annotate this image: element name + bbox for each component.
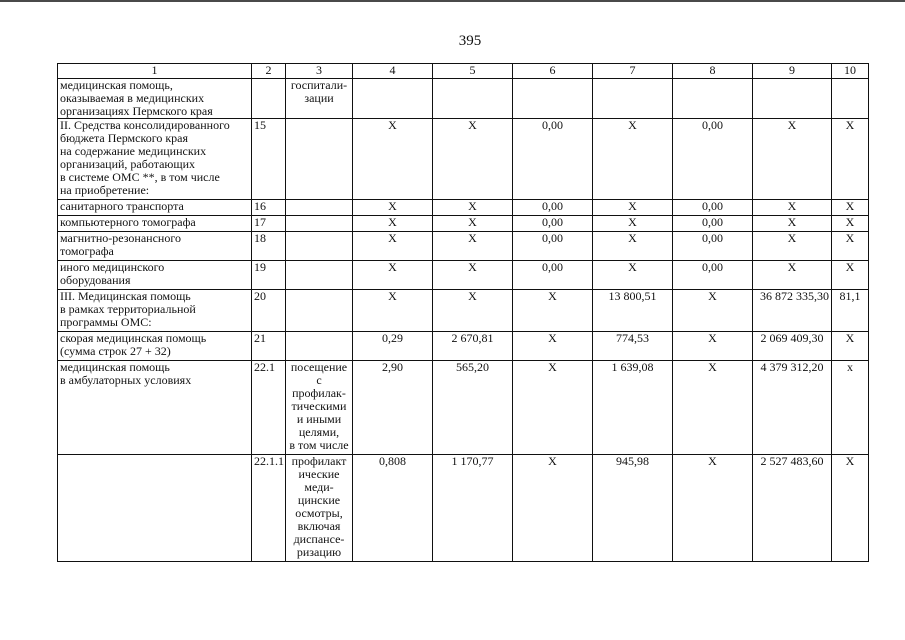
- header-cell: 8: [673, 64, 753, 79]
- cell-col6: X: [513, 290, 593, 332]
- row-number: [252, 79, 286, 119]
- cell-col4: X: [353, 261, 433, 290]
- financing-table: [57, 63, 869, 562]
- table-row: [58, 261, 869, 290]
- cell-col9: X: [753, 216, 832, 232]
- cell-col8: [673, 79, 753, 119]
- table-row: [58, 361, 869, 455]
- cell-col5: X: [433, 200, 513, 216]
- cell-col9: X: [753, 119, 832, 200]
- cell-col7: X: [593, 261, 673, 290]
- cell-col5: 2 670,81: [433, 332, 513, 361]
- row-number: 22.1.1: [252, 455, 286, 562]
- cell-col5: X: [433, 216, 513, 232]
- row-number: 20: [252, 290, 286, 332]
- cell-col10: х: [832, 361, 869, 455]
- header-cell: 7: [593, 64, 673, 79]
- cell-col7: [593, 79, 673, 119]
- row-name: санитарного транспорта: [58, 200, 252, 216]
- table-row: [58, 119, 869, 200]
- cell-col4: 0,29: [353, 332, 433, 361]
- cell-col5: X: [433, 261, 513, 290]
- cell-col7: 945,98: [593, 455, 673, 562]
- cell-col7: X: [593, 216, 673, 232]
- table-row: [58, 79, 869, 119]
- cell-col4: [353, 79, 433, 119]
- row-unit: [286, 200, 353, 216]
- cell-col10: [832, 79, 869, 119]
- cell-col5: 1 170,77: [433, 455, 513, 562]
- cell-col8: X: [673, 290, 753, 332]
- row-number: 22.1: [252, 361, 286, 455]
- cell-col7: X: [593, 232, 673, 261]
- cell-col7: X: [593, 200, 673, 216]
- cell-col5: X: [433, 290, 513, 332]
- header-cell: 2: [252, 64, 286, 79]
- cell-col7: 774,53: [593, 332, 673, 361]
- cell-col10: X: [832, 200, 869, 216]
- cell-col5: [433, 79, 513, 119]
- cell-col6: 0,00: [513, 232, 593, 261]
- table-row: [58, 216, 869, 232]
- row-name: скорая медицинская помощь (сумма строк 27 + 32): [58, 332, 252, 361]
- cell-col4: X: [353, 119, 433, 200]
- row-number: 16: [252, 200, 286, 216]
- cell-col10: 81,1: [832, 290, 869, 332]
- cell-col10: X: [832, 261, 869, 290]
- cell-col7: 1 639,08: [593, 361, 673, 455]
- row-name: компьютерного томографа: [58, 216, 252, 232]
- header-cell: 4: [353, 64, 433, 79]
- cell-col10: X: [832, 216, 869, 232]
- header-cell: 9: [753, 64, 832, 79]
- cell-col9: 2 069 409,30: [753, 332, 832, 361]
- row-name: III. Медицинская помощь в рамках территориальной программы ОМС:: [58, 290, 252, 332]
- cell-col7: X: [593, 119, 673, 200]
- cell-col10: X: [832, 232, 869, 261]
- table-row: [58, 455, 869, 562]
- cell-col10: X: [832, 455, 869, 562]
- cell-col5: 565,20: [433, 361, 513, 455]
- header-cell: 1: [58, 64, 252, 79]
- cell-col9: 2 527 483,60: [753, 455, 832, 562]
- cell-col4: X: [353, 290, 433, 332]
- cell-col10: X: [832, 332, 869, 361]
- cell-col6: 0,00: [513, 216, 593, 232]
- table-row: [58, 332, 869, 361]
- row-unit: госпитали- зации: [286, 79, 353, 119]
- row-unit: [286, 119, 353, 200]
- row-number: 21: [252, 332, 286, 361]
- cell-col6: 0,00: [513, 261, 593, 290]
- page-number: 395: [458, 33, 482, 49]
- cell-col9: X: [753, 261, 832, 290]
- cell-col8: 0,00: [673, 200, 753, 216]
- table-row: [58, 232, 869, 261]
- cell-col9: X: [753, 200, 832, 216]
- row-name: магнитно-резонансного томографа: [58, 232, 252, 261]
- header-cell: 5: [433, 64, 513, 79]
- cell-col6: [513, 79, 593, 119]
- row-name: медицинская помощь в амбулаторных условиях: [58, 361, 252, 455]
- cell-col4: X: [353, 232, 433, 261]
- row-number: 15: [252, 119, 286, 200]
- cell-col8: X: [673, 332, 753, 361]
- cell-col9: [753, 79, 832, 119]
- row-name: II. Средства консолидированного бюджета Пермского края на содержание медицинских организаций, работающих в системе ОМС **, в том числе на приобретение:: [58, 119, 252, 200]
- cell-col8: 0,00: [673, 119, 753, 200]
- cell-col8: 0,00: [673, 232, 753, 261]
- row-number: 18: [252, 232, 286, 261]
- row-name: иного медицинского оборудования: [58, 261, 252, 290]
- row-number: 19: [252, 261, 286, 290]
- row-unit: [286, 232, 353, 261]
- cell-col8: X: [673, 361, 753, 455]
- row-unit: [286, 332, 353, 361]
- cell-col4: 0,808: [353, 455, 433, 562]
- row-name: [58, 455, 252, 562]
- cell-col9: 4 379 312,20: [753, 361, 832, 455]
- cell-col6: 0,00: [513, 119, 593, 200]
- cell-col8: 0,00: [673, 261, 753, 290]
- row-name: медицинская помощь, оказываемая в медицинских организациях Пермского края: [58, 79, 252, 119]
- cell-col7: 13 800,51: [593, 290, 673, 332]
- row-number: 17: [252, 216, 286, 232]
- cell-col5: X: [433, 119, 513, 200]
- header-row: [58, 64, 869, 79]
- cell-col6: X: [513, 361, 593, 455]
- row-unit: [286, 216, 353, 232]
- row-unit: [286, 290, 353, 332]
- cell-col4: 2,90: [353, 361, 433, 455]
- cell-col8: X: [673, 455, 753, 562]
- cell-col9: X: [753, 232, 832, 261]
- cell-col6: X: [513, 332, 593, 361]
- cell-col6: 0,00: [513, 200, 593, 216]
- cell-col5: X: [433, 232, 513, 261]
- table-row: [58, 290, 869, 332]
- cell-col4: X: [353, 216, 433, 232]
- header-cell: 3: [286, 64, 353, 79]
- row-unit: профилакт ические меди- цинские осмотры, включая диспансе- ризацию: [286, 455, 353, 562]
- header-cell: 6: [513, 64, 593, 79]
- cell-col6: X: [513, 455, 593, 562]
- header-cell: 10: [832, 64, 869, 79]
- row-unit: посещение с профилак- тическими и иными целями, в том числе: [286, 361, 353, 455]
- cell-col8: 0,00: [673, 216, 753, 232]
- row-unit: [286, 261, 353, 290]
- cell-col9: 36 872 335,30: [753, 290, 832, 332]
- cell-col4: X: [353, 200, 433, 216]
- table-row: [58, 200, 869, 216]
- scan-edge-line: [0, 0, 905, 2]
- cell-col10: X: [832, 119, 869, 200]
